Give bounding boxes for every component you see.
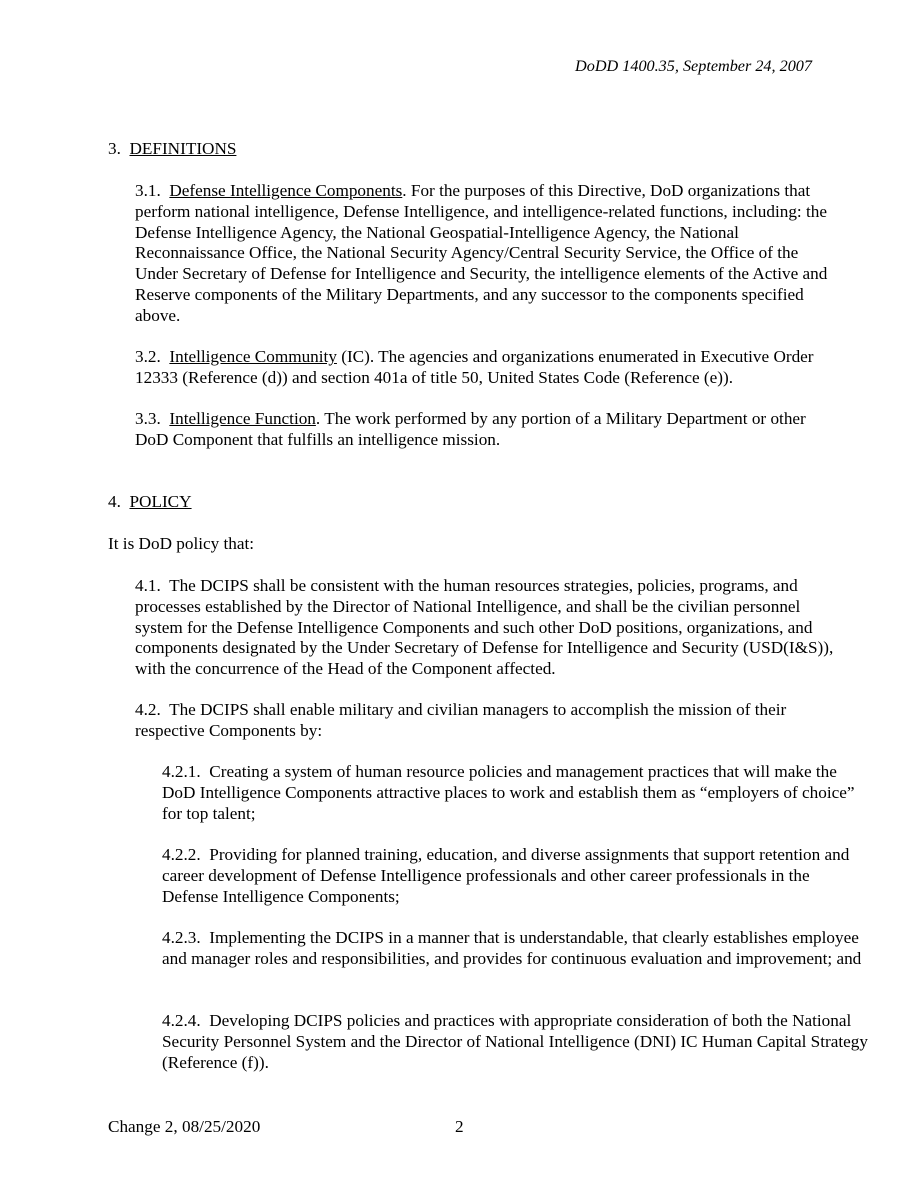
paragraph-number: 4.2.1. — [162, 762, 201, 781]
paragraph-text: Creating a system of human resource policies and management practices that will make the DoD Intelligence Components attractive places to work and establish them as “employers of choice” for top talent; — [162, 762, 855, 823]
paragraph-number: 3.3. — [135, 409, 161, 428]
paragraph-number: 3.1. — [135, 181, 161, 200]
section-title: POLICY — [129, 492, 192, 511]
policy-intro: It is DoD policy that: — [108, 534, 255, 553]
section-heading-policy — [108, 492, 814, 513]
paragraph-3-1 — [108, 181, 841, 327]
paragraph-text: . The work performed by any portion of a Military Department or other DoD Component that fulfills an intelligence mission. — [135, 409, 806, 449]
defined-term: Defense Intelligence Components — [169, 181, 403, 200]
paragraph-number: 4.2.2. — [162, 845, 201, 864]
section-number: 4. — [108, 492, 121, 511]
subparagraph-4-2-2 — [108, 845, 868, 907]
paragraph-text: Implementing the DCIPS in a manner that is understandable, that clearly establishes employee and manager roles and responsibilities, and provides for continuous evaluation and improvement; and — [162, 928, 862, 968]
page-number: 2 — [455, 1117, 464, 1136]
paragraph-4-2 — [108, 700, 841, 742]
defined-term: Intelligence Function — [169, 409, 316, 428]
paragraph-number: 4.2. — [135, 700, 161, 719]
paragraph-3-3 — [108, 409, 841, 451]
paragraph-text: Developing DCIPS policies and practices with appropriate consideration of both the National Security Personnel System and the Director of National Intelligence (DNI) IC Human Capital Strategy (Reference (f)). — [162, 1011, 868, 1072]
subparagraph-4-2-1 — [108, 762, 868, 824]
subparagraph-4-2-4 — [108, 1011, 868, 1073]
paragraph-number: 4.2.4. — [162, 1011, 201, 1030]
section-title: DEFINITIONS — [129, 139, 237, 158]
section-heading-definitions — [108, 139, 814, 160]
subparagraph-4-2-3 — [108, 928, 868, 970]
paragraph-text: Providing for planned training, education, and diverse assignments that support retention and career development of Defense Intelligence professionals and other career professionals in the Defense Intelligence Components; — [162, 845, 850, 906]
paragraph-4-1 — [108, 576, 841, 680]
paragraph-number: 4.2.3. — [162, 928, 201, 947]
document-header: DoDD 1400.35, September 24, 2007 — [575, 57, 812, 75]
paragraph-text: The DCIPS shall be consistent with the human resources strategies, policies, programs, and processes established by the Director of National Intelligence, and shall be the civilian personnel system for the Defense Intelligence Components and such other DoD positions, organizations, and components designated by the Under Secretary of Defense for Intelligence and Security (USD(I&S)), with the concurrence of the Head of the Component affected. — [135, 576, 834, 679]
paragraph-text: The DCIPS shall enable military and civilian managers to accomplish the mission of their respective Components by: — [135, 700, 787, 740]
paragraph-text: (IC). The agencies and organizations enumerated in Executive Order 12333 (Reference (d)) and section 401a of title 50, United States Code (Reference (e)). — [135, 347, 814, 387]
paragraph-text: . For the purposes of this Directive, DoD organizations that perform national intelligence, Defense Intelligence, and intelligence-related functions, including: the Defense Intelligence Agency, the National Geospatial-Intelligence Agency, the National Reconnaissance Office, the National Security Agency/Central Security Service, the Office of the Under Secretary of Defense for Intelligence and Security, the intelligence elements of the Active and Reserve components of the Military Departments, and any successor to the components specified above. — [135, 181, 828, 325]
paragraph-number: 4.1. — [135, 576, 161, 595]
footer-change-note: Change 2, 08/25/2020 — [108, 1117, 261, 1136]
paragraph-number: 3.2. — [135, 347, 161, 366]
paragraph-3-2 — [108, 347, 841, 389]
section-number: 3. — [108, 139, 121, 158]
defined-term: Intelligence Community — [169, 347, 337, 366]
